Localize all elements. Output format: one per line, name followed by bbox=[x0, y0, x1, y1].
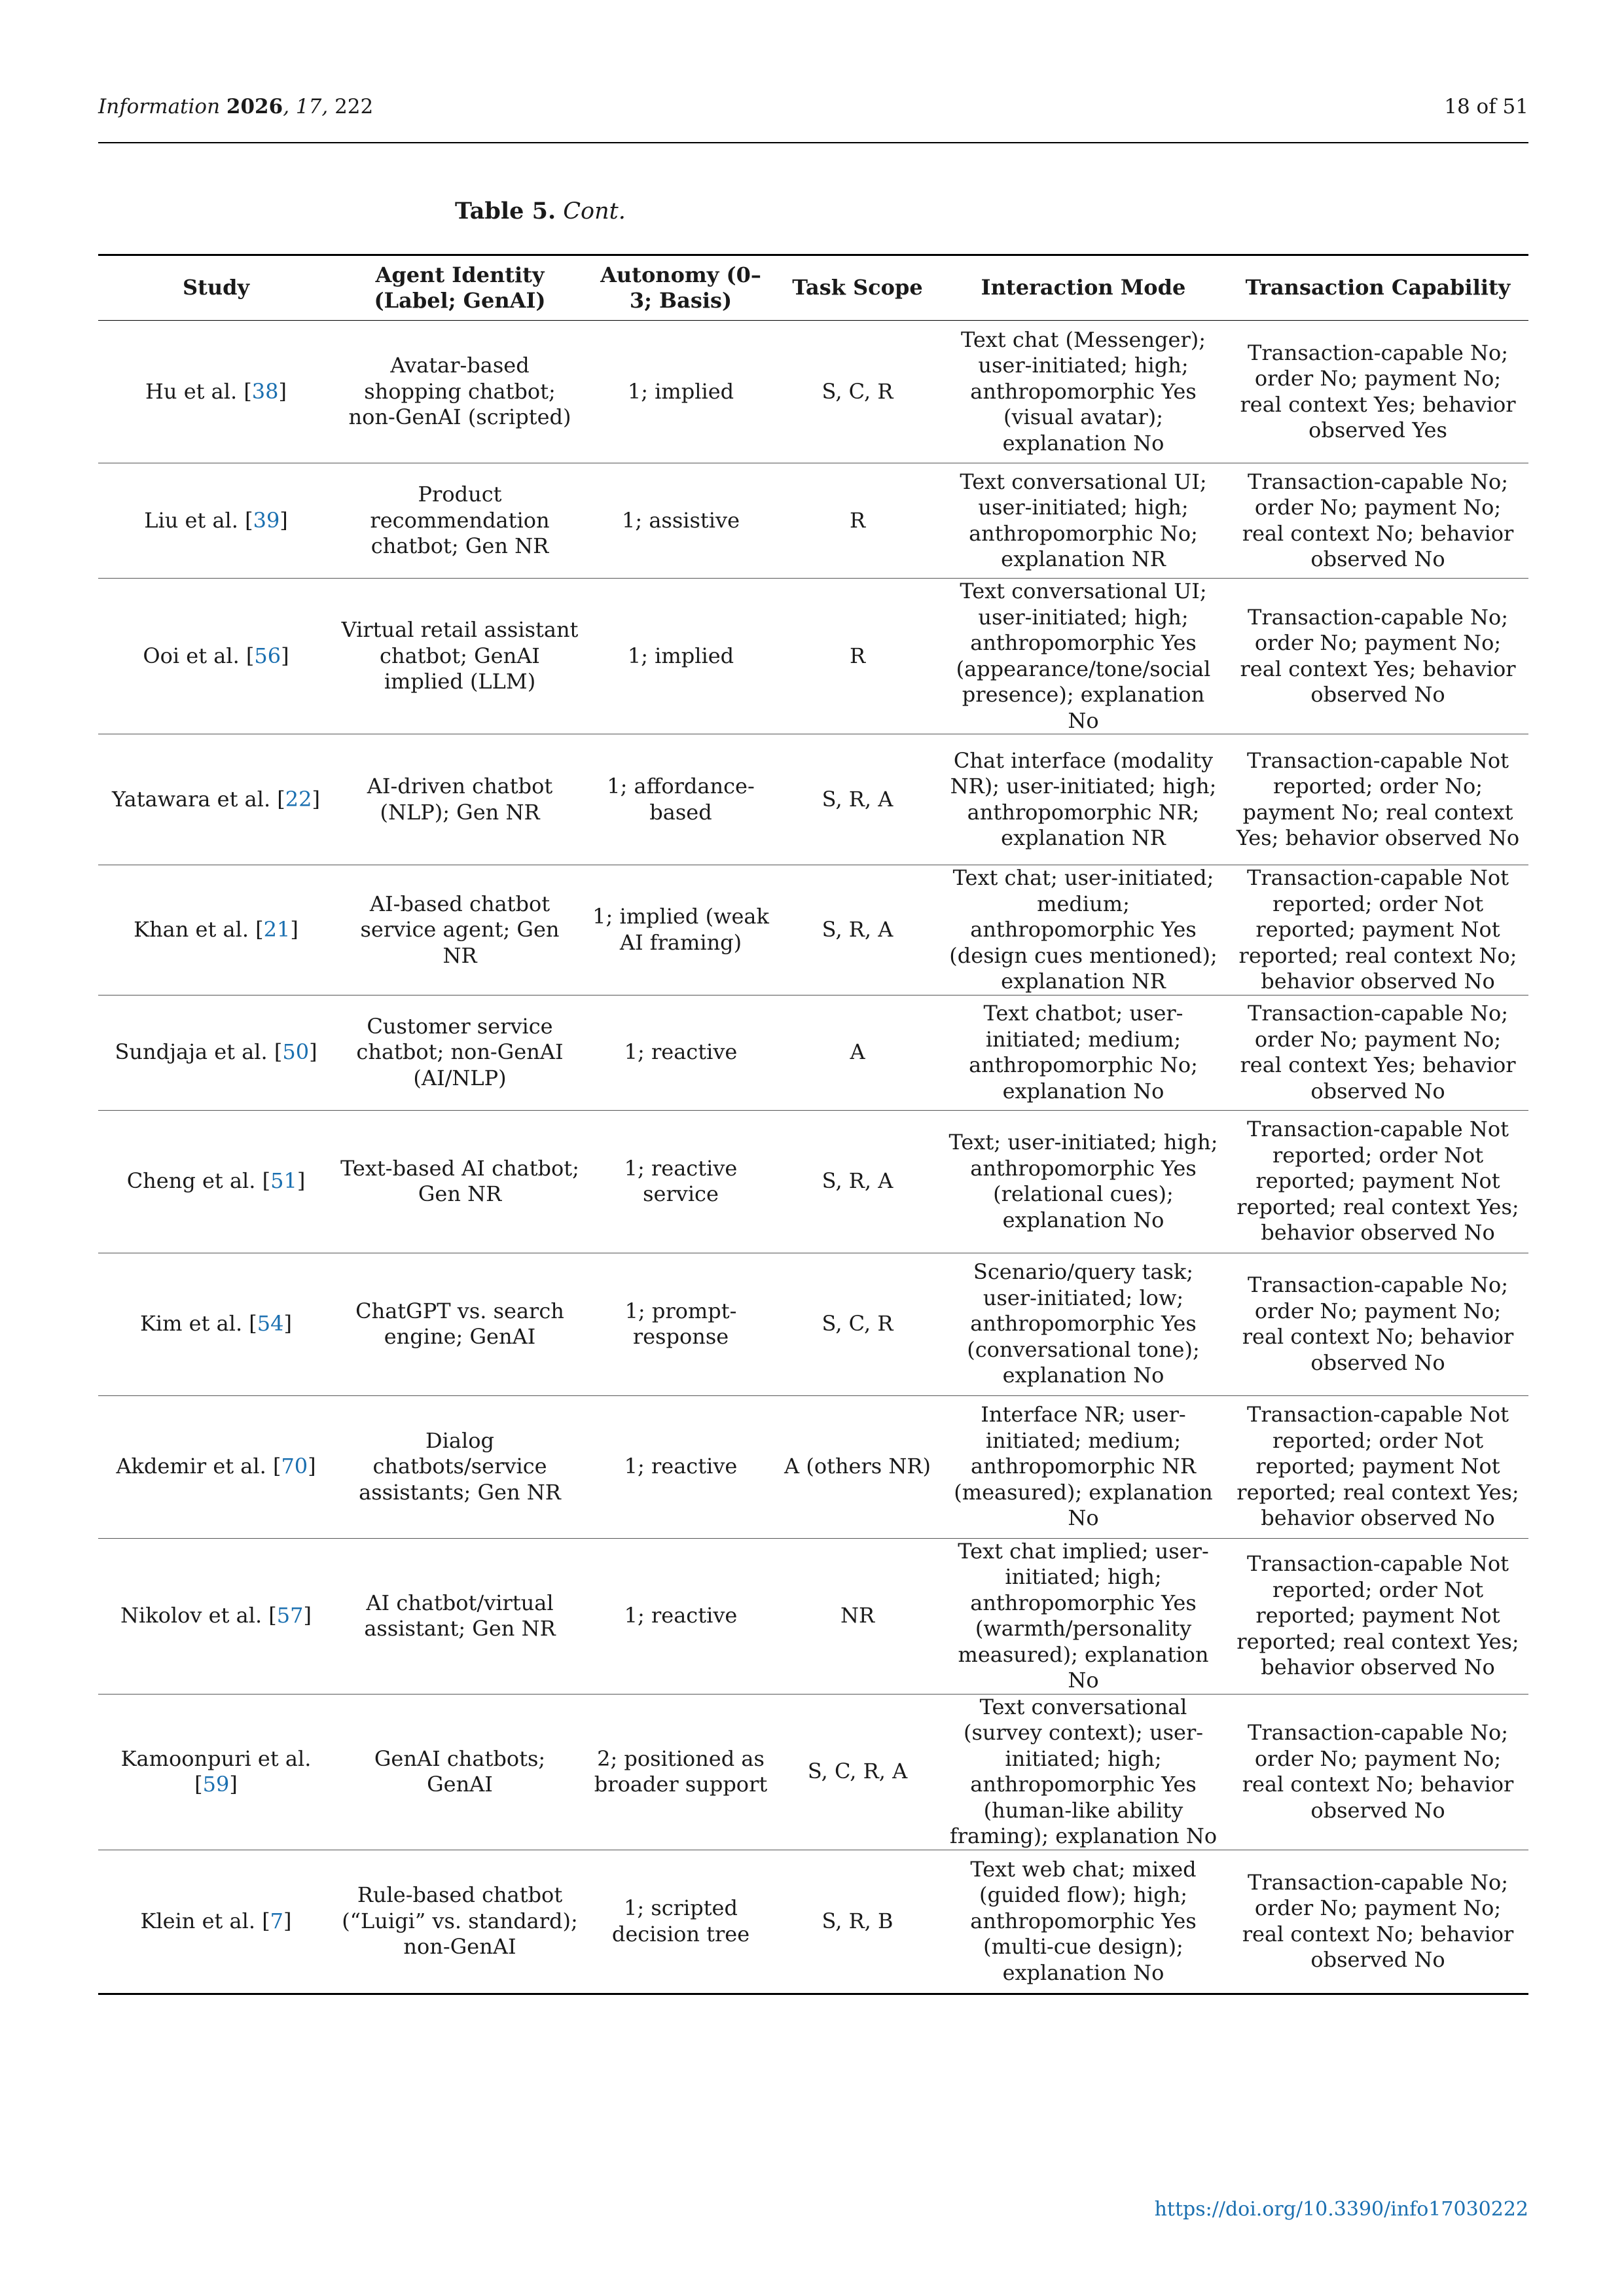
interaction-mode-cell: Text chat; user-initiated; medium; anthropomorphic Yes (design cues mentioned); explanation NR bbox=[939, 865, 1227, 996]
table-caption-label: Table 5. bbox=[455, 198, 556, 224]
interaction-mode-cell: Scenario/query task; user-initiated; low; anthropomorphic Yes (conversational tone); explanation No bbox=[939, 1253, 1227, 1395]
column-header: Task Scope bbox=[776, 255, 939, 321]
agent-identity-cell: GenAI chatbots; GenAI bbox=[334, 1694, 586, 1850]
transaction-capability-cell: Transaction-capable Not reported; order Not reported; payment Not reported; real context No; behavior observed No bbox=[1227, 865, 1528, 996]
citation-link[interactable]: 51 bbox=[270, 1168, 297, 1194]
study-name: Liu et al. bbox=[144, 507, 238, 533]
task-scope-cell: NR bbox=[776, 1538, 939, 1694]
autonomy-cell: 1; reactive bbox=[586, 1538, 776, 1694]
table-row bbox=[98, 734, 1528, 865]
transaction-capability-cell: Transaction-capable No; order No; payment No; real context No; behavior observed No bbox=[1227, 463, 1528, 579]
doi-link[interactable]: https://doi.org/10.3390/info17030222 bbox=[1154, 2198, 1528, 2221]
interaction-mode-cell: Chat interface (modality NR); user-initiated; high; anthropomorphic NR; explanation NR bbox=[939, 734, 1227, 865]
interaction-mode-cell: Text chat (Messenger); user-initiated; high; anthropomorphic Yes (visual avatar); explanation No bbox=[939, 321, 1227, 463]
interaction-mode-cell: Text; user-initiated; high; anthropomorphic Yes (relational cues); explanation No bbox=[939, 1110, 1227, 1253]
table-row bbox=[98, 579, 1528, 734]
transaction-capability-cell: Transaction-capable Not reported; order Not reported; payment Not reported; real context Yes; behavior observed No bbox=[1227, 1538, 1528, 1694]
study-name: Nikolov et al. bbox=[120, 1603, 262, 1628]
autonomy-cell: 1; reactive bbox=[586, 995, 776, 1110]
interaction-mode-cell: Text chatbot; user-initiated; medium; anthropomorphic No; explanation No bbox=[939, 995, 1227, 1110]
autonomy-cell: 1; implied (weak AI framing) bbox=[586, 865, 776, 996]
citation-link[interactable]: 57 bbox=[276, 1603, 304, 1628]
study-name: Akdemir et al. bbox=[116, 1454, 266, 1479]
transaction-capability-cell: Transaction-capable No; order No; payment No; real context No; behavior observed No bbox=[1227, 1694, 1528, 1850]
citation-link[interactable]: 56 bbox=[254, 643, 281, 668]
journal-citation: Information 2026, 17, 222 bbox=[98, 95, 374, 118]
table-caption-text: Cont. bbox=[563, 198, 626, 224]
agent-identity-cell: Rule-based chatbot (“Luigi” vs. standard); non-GenAI bbox=[334, 1850, 586, 1994]
study-cell: Cheng et al. [51] bbox=[98, 1110, 334, 1253]
page-number: 18 of 51 bbox=[1444, 95, 1528, 118]
task-scope-cell: S, R, A bbox=[776, 734, 939, 865]
interaction-mode-cell: Text chat implied; user-initiated; high; anthropomorphic Yes (warmth/personality measured); explanation No bbox=[939, 1538, 1227, 1694]
autonomy-cell: 1; prompt-response bbox=[586, 1253, 776, 1395]
citation-link[interactable]: 39 bbox=[253, 507, 280, 533]
agent-identity-cell: Text-based AI chatbot; Gen NR bbox=[334, 1110, 586, 1253]
study-name: Klein et al. bbox=[140, 1908, 256, 1933]
study-name: Khan et al. bbox=[134, 917, 249, 942]
task-scope-cell: R bbox=[776, 463, 939, 579]
transaction-capability-cell: Transaction-capable No; order No; payment No; real context Yes; behavior observed Yes bbox=[1227, 321, 1528, 463]
transaction-capability-cell: Transaction-capable Not reported; order No; payment No; real context Yes; behavior observed No bbox=[1227, 734, 1528, 865]
table-row bbox=[98, 865, 1528, 996]
study-cell: Akdemir et al. [70] bbox=[98, 1395, 334, 1538]
table-caption bbox=[455, 198, 626, 224]
autonomy-cell: 1; implied bbox=[586, 321, 776, 463]
column-header: Agent Identity (Label; GenAI) bbox=[334, 255, 586, 321]
agent-identity-cell: Product recommendation chatbot; Gen NR bbox=[334, 463, 586, 579]
study-cell: Kamoonpuri et al. [59] bbox=[98, 1694, 334, 1850]
interaction-mode-cell: Text web chat; mixed (guided flow); high; anthropomorphic Yes (multi-cue design); explanation No bbox=[939, 1850, 1227, 1994]
transaction-capability-cell: Transaction-capable No; order No; payment No; real context Yes; behavior observed No bbox=[1227, 995, 1528, 1110]
autonomy-cell: 1; implied bbox=[586, 579, 776, 734]
study-cell: Sundjaja et al. [50] bbox=[98, 995, 334, 1110]
page-header bbox=[98, 95, 1528, 143]
agent-identity-cell: Customer service chatbot; non-GenAI (AI/NLP) bbox=[334, 995, 586, 1110]
journal-volume: 17 bbox=[295, 95, 322, 118]
citation-link[interactable]: 70 bbox=[281, 1454, 308, 1479]
autonomy-cell: 1; reactive service bbox=[586, 1110, 776, 1253]
study-cell: Yatawara et al. [22] bbox=[98, 734, 334, 865]
agent-identity-cell: Dialog chatbots/service assistants; Gen NR bbox=[334, 1395, 586, 1538]
study-name: Cheng et al. bbox=[126, 1168, 256, 1194]
citation-link[interactable]: 59 bbox=[202, 1772, 230, 1797]
autonomy-cell: 1; assistive bbox=[586, 463, 776, 579]
citation-link[interactable]: 21 bbox=[263, 917, 291, 942]
task-scope-cell: S, C, R, A bbox=[776, 1694, 939, 1850]
task-scope-cell: R bbox=[776, 579, 939, 734]
article-number: 222 bbox=[334, 95, 374, 118]
study-name: Sundjaja et al. bbox=[115, 1039, 268, 1065]
autonomy-cell: 2; positioned as broader support bbox=[586, 1694, 776, 1850]
agent-identity-cell: AI-driven chatbot (NLP); Gen NR bbox=[334, 734, 586, 865]
agent-identity-cell: AI chatbot/virtual assistant; Gen NR bbox=[334, 1538, 586, 1694]
citation-link[interactable]: 50 bbox=[282, 1039, 310, 1065]
transaction-capability-cell: Transaction-capable Not reported; order Not reported; payment Not reported; real context Yes; behavior observed No bbox=[1227, 1395, 1528, 1538]
agent-identity-cell: AI-based chatbot service agent; Gen NR bbox=[334, 865, 586, 996]
study-name: Ooi et al. bbox=[143, 643, 240, 668]
table-row bbox=[98, 1694, 1528, 1850]
citation-link[interactable]: 7 bbox=[270, 1908, 284, 1933]
study-cell: Klein et al. [7] bbox=[98, 1850, 334, 1994]
table-row bbox=[98, 995, 1528, 1110]
task-scope-cell: S, C, R bbox=[776, 1253, 939, 1395]
citation-link[interactable]: 22 bbox=[285, 786, 312, 812]
study-name: Kim et al. bbox=[140, 1311, 243, 1336]
task-scope-cell: S, C, R bbox=[776, 321, 939, 463]
column-header: Interaction Mode bbox=[939, 255, 1227, 321]
column-header: Autonomy (0–3; Basis) bbox=[586, 255, 776, 321]
study-name: Yatawara et al. bbox=[112, 786, 271, 812]
table-row bbox=[98, 1395, 1528, 1538]
study-cell: Liu et al. [39] bbox=[98, 463, 334, 579]
agent-identity-cell: Virtual retail assistant chatbot; GenAI implied (LLM) bbox=[334, 579, 586, 734]
study-table bbox=[98, 254, 1528, 1995]
transaction-capability-cell: Transaction-capable Not reported; order Not reported; payment Not reported; real context Yes; behavior observed No bbox=[1227, 1110, 1528, 1253]
table-row bbox=[98, 321, 1528, 463]
autonomy-cell: 1; affordance-based bbox=[586, 734, 776, 865]
study-cell: Kim et al. [54] bbox=[98, 1253, 334, 1395]
agent-identity-cell: Avatar-based shopping chatbot; non-GenAI (scripted) bbox=[334, 321, 586, 463]
interaction-mode-cell: Text conversational (survey context); user-initiated; high; anthropomorphic Yes (human-like ability framing); explanation No bbox=[939, 1694, 1227, 1850]
citation-link[interactable]: 54 bbox=[257, 1311, 284, 1336]
study-name: Kamoonpuri et al. bbox=[120, 1746, 312, 1771]
column-header: Transaction Capability bbox=[1227, 255, 1528, 321]
column-header: Study bbox=[98, 255, 334, 321]
table-row bbox=[98, 1538, 1528, 1694]
table-header-row bbox=[98, 255, 1528, 321]
study-cell: Khan et al. [21] bbox=[98, 865, 334, 996]
study-name: Hu et al. bbox=[145, 378, 238, 404]
interaction-mode-cell: Text conversational UI; user-initiated; high; anthropomorphic Yes (appearance/tone/social presence); explanation No bbox=[939, 579, 1227, 734]
journal-year: 2026 bbox=[226, 95, 283, 118]
task-scope-cell: S, R, A bbox=[776, 1110, 939, 1253]
transaction-capability-cell: Transaction-capable No; order No; payment No; real context No; behavior observed No bbox=[1227, 1253, 1528, 1395]
table-row bbox=[98, 1850, 1528, 1994]
transaction-capability-cell: Transaction-capable No; order No; payment No; real context No; behavior observed No bbox=[1227, 1850, 1528, 1994]
task-scope-cell: S, R, B bbox=[776, 1850, 939, 1994]
citation-link[interactable]: 38 bbox=[251, 378, 279, 404]
table-row bbox=[98, 1110, 1528, 1253]
table-row bbox=[98, 1253, 1528, 1395]
task-scope-cell: A (others NR) bbox=[776, 1395, 939, 1538]
transaction-capability-cell: Transaction-capable No; order No; payment No; real context Yes; behavior observed No bbox=[1227, 579, 1528, 734]
journal-name: Information bbox=[98, 95, 221, 118]
table-row bbox=[98, 463, 1528, 579]
interaction-mode-cell: Interface NR; user-initiated; medium; anthropomorphic NR (measured); explanation No bbox=[939, 1395, 1227, 1538]
task-scope-cell: A bbox=[776, 995, 939, 1110]
study-cell: Nikolov et al. [57] bbox=[98, 1538, 334, 1694]
autonomy-cell: 1; reactive bbox=[586, 1395, 776, 1538]
agent-identity-cell: ChatGPT vs. search engine; GenAI bbox=[334, 1253, 586, 1395]
interaction-mode-cell: Text conversational UI; user-initiated; high; anthropomorphic No; explanation NR bbox=[939, 463, 1227, 579]
study-cell: Ooi et al. [56] bbox=[98, 579, 334, 734]
autonomy-cell: 1; scripted decision tree bbox=[586, 1850, 776, 1994]
study-cell: Hu et al. [38] bbox=[98, 321, 334, 463]
task-scope-cell: S, R, A bbox=[776, 865, 939, 996]
